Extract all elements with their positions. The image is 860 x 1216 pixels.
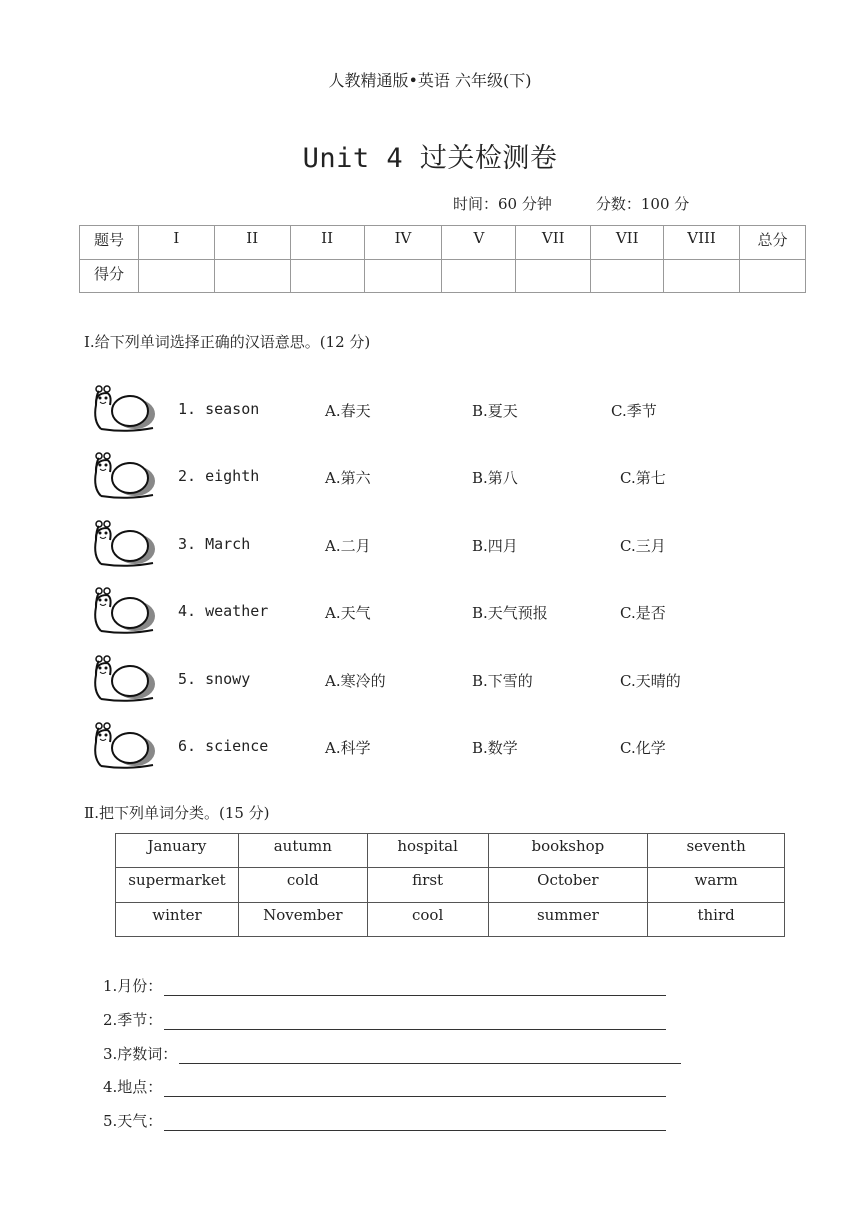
word-cell: winter (116, 902, 239, 936)
section-2-title: Ⅱ.把下列单词分类。(15 分) (84, 804, 270, 822)
word-cell: January (116, 834, 239, 868)
option-b[interactable]: B.第八 (472, 469, 518, 487)
score-cell[interactable] (364, 259, 442, 293)
question-row (0, 720, 860, 780)
question-word: 6. science (178, 737, 269, 755)
word-cell: November (238, 902, 367, 936)
snail-icon (87, 585, 159, 637)
option-a[interactable]: A.科学 (325, 739, 371, 757)
word-cell: seventh (648, 834, 785, 868)
score-header-cell: II (214, 226, 290, 260)
word-cell: first (367, 868, 488, 902)
score-table (79, 225, 806, 293)
category-label: 4.地点： (103, 1078, 163, 1096)
option-c[interactable]: C.天晴的 (620, 672, 681, 690)
word-cell: hospital (367, 834, 488, 868)
score-header-cell: VIII (664, 226, 740, 260)
category-label: 3.序数词： (103, 1045, 178, 1063)
category-blank-row (103, 1076, 666, 1097)
score-label: 分数：100 分 (595, 195, 690, 213)
category-blank-row (103, 1043, 681, 1064)
word-cell: supermarket (116, 868, 239, 902)
question-word: 2. eighth (178, 467, 260, 485)
score-cell[interactable] (516, 259, 591, 293)
time-score-info (453, 193, 689, 214)
option-b[interactable]: B.夏天 (472, 402, 518, 420)
answer-line[interactable] (164, 1013, 666, 1030)
question-word: 4. weather (178, 602, 269, 620)
option-b[interactable]: B.数学 (472, 739, 518, 757)
score-header-cell: 总分 (740, 226, 806, 260)
score-table-score-row (80, 259, 806, 293)
word-cell: cold (238, 868, 367, 902)
question-row (0, 518, 860, 578)
option-a[interactable]: A.寒冷的 (325, 672, 386, 690)
score-header-cell: VII (516, 226, 591, 260)
answer-line[interactable] (164, 1114, 666, 1131)
word-cell: third (648, 902, 785, 936)
word-bank-row (116, 902, 785, 936)
score-cell[interactable] (664, 259, 740, 293)
option-a[interactable]: A.二月 (325, 537, 371, 555)
snail-icon (87, 720, 159, 772)
answer-line[interactable] (164, 1080, 666, 1097)
question-row (0, 450, 860, 510)
word-cell: autumn (238, 834, 367, 868)
page-title: Unit 4 过关检测卷 (302, 143, 558, 174)
question-row (0, 383, 860, 443)
time-label: 时间：60 分钟 (453, 195, 552, 213)
section-1-title: Ⅰ.给下列单词选择正确的汉语意思。(12 分) (84, 333, 371, 351)
snail-icon (87, 383, 159, 435)
question-word: 1. season (178, 400, 260, 418)
option-a[interactable]: A.第六 (325, 469, 371, 487)
category-blank-row (103, 1009, 666, 1030)
option-c[interactable]: C.三月 (620, 537, 666, 555)
word-cell: October (488, 868, 648, 902)
answer-line[interactable] (179, 1047, 681, 1064)
question-row (0, 653, 860, 713)
option-b[interactable]: B.天气预报 (472, 604, 548, 622)
score-table-header-row (80, 226, 806, 260)
category-label: 5.天气： (103, 1112, 163, 1130)
snail-icon (87, 518, 159, 570)
category-label: 1.月份： (103, 977, 163, 995)
option-b[interactable]: B.下雪的 (472, 672, 533, 690)
word-bank-row (116, 868, 785, 902)
score-header-cell: 题号 (80, 226, 139, 260)
score-cell[interactable] (442, 259, 516, 293)
word-bank-table (115, 833, 785, 937)
score-header-cell: II (290, 226, 364, 260)
question-row (0, 585, 860, 645)
snail-icon (87, 653, 159, 705)
answer-line[interactable] (164, 979, 666, 996)
word-bank-row (116, 834, 785, 868)
score-cell[interactable] (290, 259, 364, 293)
option-c[interactable]: C.第七 (620, 469, 666, 487)
option-a[interactable]: A.春天 (325, 402, 371, 420)
word-cell: summer (488, 902, 648, 936)
question-word: 5. snowy (178, 670, 251, 688)
category-blank-row (103, 975, 666, 996)
score-cell[interactable] (214, 259, 290, 293)
question-word: 3. March (178, 535, 251, 553)
page-header: 人教精通版•英语 六年级(下) (328, 71, 532, 90)
score-row-label: 得分 (80, 259, 139, 293)
word-cell: bookshop (488, 834, 648, 868)
score-cell[interactable] (740, 259, 806, 293)
score-header-cell: VII (591, 226, 664, 260)
score-cell[interactable] (591, 259, 664, 293)
snail-icon (87, 450, 159, 502)
score-header-cell: I (138, 226, 214, 260)
word-cell: warm (648, 868, 785, 902)
option-c[interactable]: C.是否 (620, 604, 666, 622)
category-blank-row (103, 1110, 666, 1131)
score-cell[interactable] (138, 259, 214, 293)
option-c[interactable]: C.季节 (611, 402, 657, 420)
score-header-cell: V (442, 226, 516, 260)
option-a[interactable]: A.天气 (325, 604, 371, 622)
score-header-cell: IV (364, 226, 442, 260)
word-cell: cool (367, 902, 488, 936)
category-label: 2.季节： (103, 1011, 163, 1029)
option-b[interactable]: B.四月 (472, 537, 518, 555)
option-c[interactable]: C.化学 (620, 739, 666, 757)
